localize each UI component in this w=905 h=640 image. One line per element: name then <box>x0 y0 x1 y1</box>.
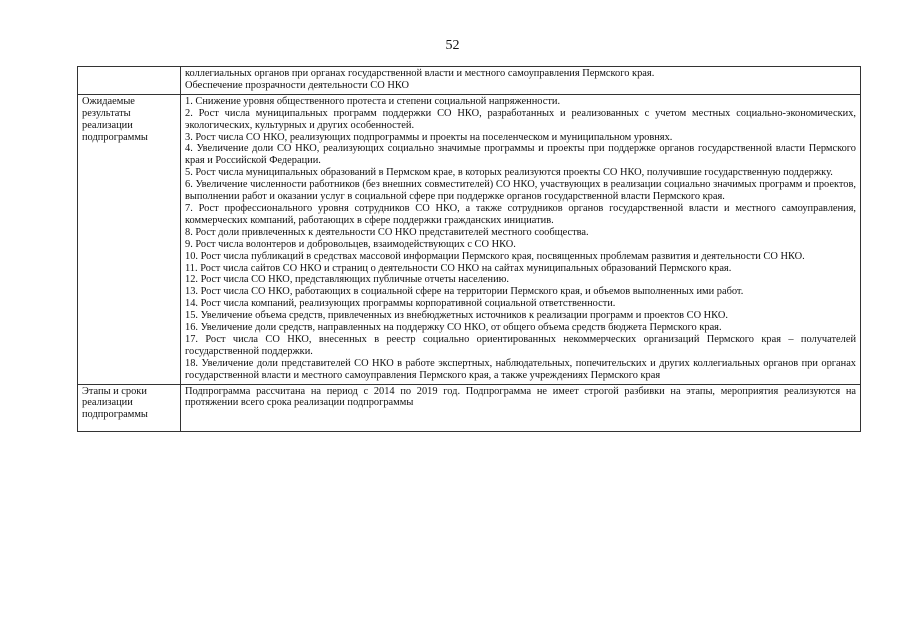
row-content-expected-results <box>181 94 861 384</box>
result-item: 17. Рост числа СО НКО, внесенных в реестр социально ориентированных некоммерческих организаций Пермского края – получателей государственной поддержки. <box>185 333 856 357</box>
result-item: 3. Рост числа СО НКО, реализующих подпрограммы и проекты на поселенческом и муниципальном уровнях. <box>185 131 673 143</box>
result-item: 12. Рост числа СО НКО, представляющих публичные отчеты населению. <box>185 274 509 286</box>
table-row-expected-results <box>78 94 861 384</box>
row-content-stages: Подпрограмма рассчитана на период с 2014 по 2019 год. Подпрограмма не имеет строгой разбивки на этапы, мероприятия реализуются на протяжении всего срока реализации подпрограммы <box>181 384 861 432</box>
result-item: 16. Увеличение доли средств, направленных на поддержку СО НКО, от общего объема средств бюджета Пермского края. <box>185 322 722 334</box>
row-content-continuation <box>181 67 861 95</box>
result-item: 15. Увеличение объема средств, привлеченных из внебюджетных источников к реализации программ и проектов СО НКО. <box>185 310 728 322</box>
result-item: 10. Рост числа публикаций в средствах массовой информации Пермского края, посвященных проблемам развития и деятельности СО НКО. <box>185 250 805 262</box>
result-item: 5. Рост числа муниципальных образований в Пермском крае, в которых реализуются проекты СО НКО, получившие государственную поддержку. <box>185 167 833 179</box>
continuation-line: Обеспечение прозрачности деятельности СО НКО <box>185 79 410 91</box>
result-item: 11. Рост числа сайтов СО НКО и страниц о деятельности СО НКО на сайтах муниципальных образований Пермского края. <box>185 262 732 274</box>
row-label-continuation <box>78 67 181 95</box>
result-item: 1. Снижение уровня общественного протеста и степени социальной напряженности. <box>185 95 561 107</box>
result-item: 8. Рост доли привлеченных к деятельности СО НКО представителей местного сообщества. <box>185 226 589 238</box>
table-row-continuation <box>78 67 861 95</box>
result-item: 9. Рост числа волонтеров и добровольцев, взаимодействующих с СО НКО. <box>185 238 516 250</box>
result-item: 18. Увеличение доли представителей СО НКО в работе экспертных, наблюдательных, попечительских и других коллегиальных органов при органах государственной власти и местного самоуправления Пермского края, а также учреждениях Пермского края <box>185 357 856 381</box>
result-item: 6. Увеличение численности работников (без внешних совместителей) СО НКО, участвующих в реализации социально значимых программ и проектов, выполнении работ и оказании услуг в социальной сфере при поддержке органов государственной власти Пермского края. <box>185 179 856 203</box>
page-number: 52 <box>445 38 460 53</box>
subprogram-passport-table <box>77 66 861 432</box>
result-item: 7. Рост профессионального уровня сотрудников СО НКО, а также сотрудников органов государственной власти и местного самоуправления, коммерческих компаний, работающих в сфере поддержки гражданских инициатив. <box>185 202 856 226</box>
result-item: 2. Рост числа муниципальных программ поддержки СО НКО, разработанных и реализованных с учетом местных социально-экономических, экологических, культурных и других особенностей. <box>185 107 856 131</box>
row-label-expected-results: Ожидаемые результаты реализации подпрограммы <box>78 94 181 384</box>
result-item: 13. Рост числа СО НКО, работающих в социальной сфере на территории Пермского края, и объемов выполненных ими работ. <box>185 286 744 298</box>
result-item: 4. Увеличение доли СО НКО, реализующих социально значимые программы и проекты при поддержке органов государственной власти Пермского края и Российской Федерации. <box>185 143 856 167</box>
row-label-stages: Этапы и сроки реализации подпрограммы <box>78 384 181 432</box>
continuation-line: коллегиальных органов при органах государственной власти и местного самоуправления Пермского края. <box>185 68 655 79</box>
result-item: 14. Рост числа компаний, реализующих программы корпоративной социальной ответственности. <box>185 298 616 310</box>
table-row-stages <box>78 384 861 432</box>
